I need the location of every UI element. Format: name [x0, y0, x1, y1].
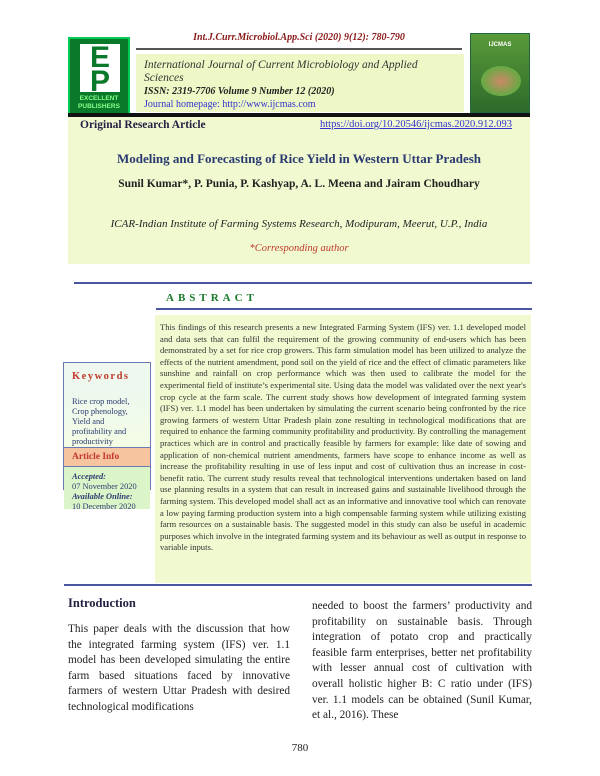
keywords-sidebar: [63, 362, 151, 511]
intro-right-column: needed to boost the farmers’ productivity and profitability on sustainable basis. Through integration of potato crop and practically feasible farm enterprises, better net profitability with lesser annual cost of cultivation with overall holistic higher B: C ratio under (IFS) ver. 1.1 models can be obtained (Sunil Kumar, et al., 2016). These: [312, 600, 532, 722]
intro-left-column: This paper deals with the discussion that how the integrated farming system (IFS) ver. 1.1 model has been developed simulating the entire farm based situations faced by innovative farmers of western Uttar Pradesh with desired technological modifications: [68, 623, 290, 713]
affiliation: ICAR-Indian Institute of Farming Systems Research, Modipuram, Meerut, U.P., India: [110, 218, 488, 230]
abstract-text: This findings of this research presents a new Integrated Farming System (IFS) ver. 1.1 developed model and data sets that can fulfil the requirement of the growing community of end-users which has been demonstrated by a set for rice crop growers. This farm simulation model has been utilized to analyze the effects of the nutrient amendment, pond soil on the yield of rice and the effect of climatic parameters like sunshine and rainfall on crop performance which was then used to calibrate the model for the experimental field of institute’s experimental site. Using data the model was validated over the next year's crop cycle at the farm scale. The current study shows how development of integrated farming system (IFS) ver. 1.1 model has been undertaken by simulating the current scenario being confronted by the rice growing farmers of western Uttar Pradesh plain zone resulting in technological modifications that are required to enhance the farming community profitability and productivity. By controlling the management practices which are in control and practically feasible by farmers for example: like date of sowing and application of non-chemical nutrient amendments, farmers have scope to enhance income as well as increase the profitability resulting in use of less input and cost of cultivation thus an increase in cost-benefit ratio. The current study results reveal that technological interventions undertaken based on land use planning results in a system that can result in increased gains and sustainable livelihood through the farming system. This developed model shall act as an informative and innovative tool which can renovate a low paying farming production system into a high compensable farming system while utilizing existing farm resources on a sustainable basis. The suggested model in this study can also be useful in academic purposes which involve in the integrated farming system and its behaviour as well as output in response to variable inputs.: [155, 315, 531, 583]
accepted-date: 07 November 2020: [72, 482, 137, 491]
divider: [136, 48, 462, 50]
divider: [64, 584, 532, 586]
article-type: Original Research Article: [80, 119, 206, 131]
publisher-logo: E P EXCELLENT PUBLISHERS: [68, 37, 130, 115]
authors: Sunil Kumar*, P. Punia, P. Kashyap, A. L. Meena and Jairam Choudhary: [118, 178, 480, 190]
journal-title: International Journal of Current Microbiology and Applied Sciences: [144, 59, 418, 84]
divider: [156, 308, 532, 310]
divider: [74, 282, 532, 284]
keywords-list: Rice crop model, Crop phenology, Yield and profitability and productivity: [64, 395, 150, 447]
homepage-link[interactable]: http://www.ijcmas.com: [222, 99, 316, 110]
cover-title: IJCMAS: [488, 42, 512, 48]
page-number: 780: [291, 742, 309, 754]
keywords-heading: Keywords: [64, 363, 150, 395]
corresponding-author: *Corresponding author: [249, 243, 349, 254]
journal-cover-image: [470, 33, 530, 113]
publisher-logo-text: EXCELLENT PUBLISHERS: [78, 95, 120, 110]
article-info-heading: Article Info: [64, 447, 150, 467]
online-label: Available Online:: [72, 492, 133, 501]
abstract-heading: ABSTRACT: [166, 292, 258, 304]
online-date: 10 December 2020: [72, 502, 136, 511]
accepted-label: Accepted:: [72, 472, 106, 481]
journal-info-box: [136, 54, 464, 112]
homepage-label: Journal homepage:: [144, 99, 223, 110]
issn: ISSN: 2319-7706 Volume 9 Number 12 (2020): [144, 86, 335, 97]
running-head: Int.J.Curr.Microbiol.App.Sci (2020) 9(12): 780-790: [193, 32, 405, 43]
introduction-heading: Introduction: [68, 596, 136, 610]
doi-link[interactable]: https://doi.org/10.20546/ijcmas.2020.912.093: [320, 119, 513, 130]
article-title: Modeling and Forecasting of Rice Yield in Western Uttar Pradesh: [116, 151, 482, 166]
